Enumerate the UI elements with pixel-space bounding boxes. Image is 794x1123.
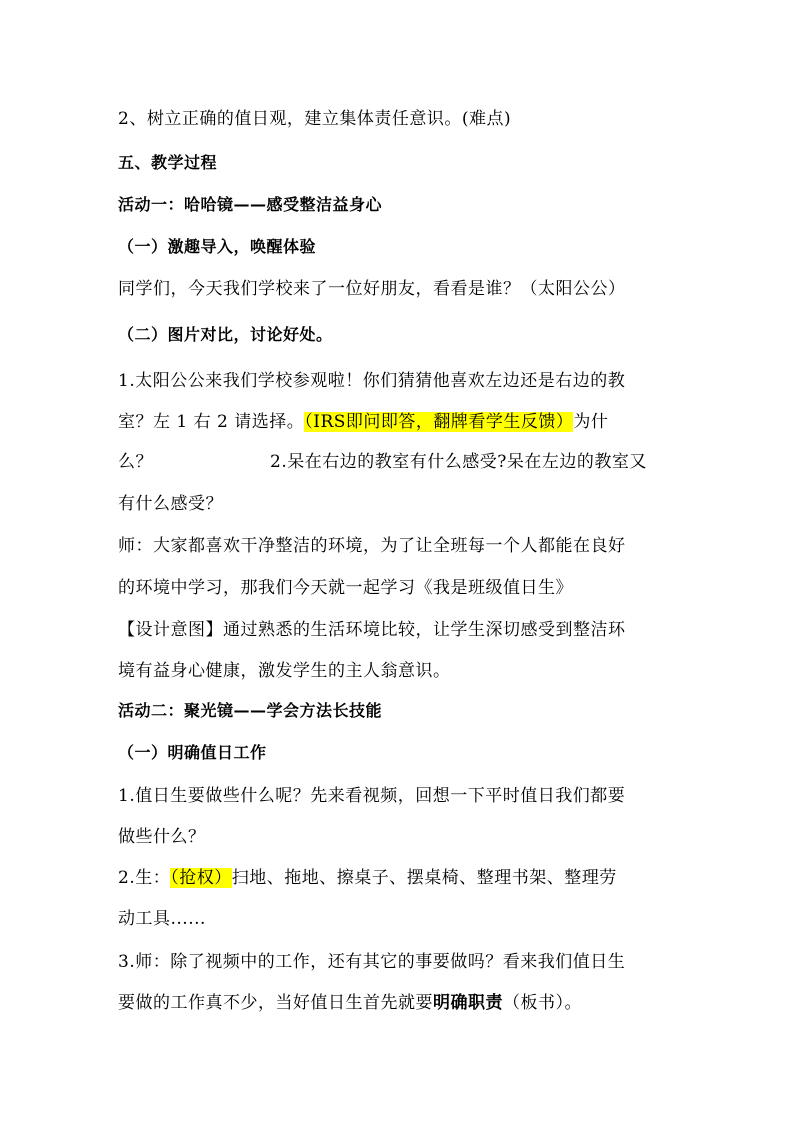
text-line: 么？ xyxy=(118,452,153,472)
activity-heading: 活动二：聚光镜——学会方法长技能 xyxy=(118,701,383,720)
text-span: 2.生： xyxy=(118,868,171,888)
text-span: 扫地、拖地、擦桌子、摆桌椅、整理书架、整理劳 xyxy=(231,868,617,888)
text-span: 要做的工作真不少，当好值日生首先就要 xyxy=(118,993,433,1013)
highlighted-note: （IRS即问即答，翻牌看学生反馈） xyxy=(304,412,574,432)
text-line: 有什么感受？ xyxy=(118,494,223,514)
text-line: 2、树立正确的值日观，建立集体责任意识。(难点) xyxy=(118,109,512,129)
text-line: 2.呆在右边的教室有什么感受?呆在左边的教室又 xyxy=(270,452,647,472)
text-line xyxy=(118,863,617,888)
bold-term: 明确职责 xyxy=(433,993,503,1013)
section-heading: 五、教学过程 xyxy=(118,153,218,172)
design-intent-line: 【设计意图】通过熟悉的生活环境比较，让学生深切感受到整洁环 xyxy=(118,620,626,640)
subsection-heading: （一）激趣导入，唤醒体验 xyxy=(118,237,317,256)
text-line: 做些什么？ xyxy=(118,827,206,847)
text-line: 境有益身心健康，激发学生的主人翁意识。 xyxy=(118,661,451,681)
subsection-heading: （二）图片对比，讨论好处。 xyxy=(118,325,333,344)
text-span: （板书）。 xyxy=(503,993,582,1013)
text-line: 同学们，今天我们学校来了一位好朋友，看看是谁？（太阳公公） xyxy=(118,279,626,299)
text-line xyxy=(118,407,608,432)
subsection-heading: （一）明确值日工作 xyxy=(118,743,267,762)
text-line: 1.值日生要做些什么呢？先来看视频，回想一下平时值日我们都要 xyxy=(118,786,626,806)
text-line: 师：大家都喜欢干净整洁的环境，为了让全班每一个人都能在良好 xyxy=(118,536,626,556)
text-span: 室？左 1 右 2 请选择。 xyxy=(118,412,305,432)
text-line: 1.太阳公公来我们学校参观啦！你们猜猜他喜欢左边还是右边的教 xyxy=(118,371,626,391)
text-line: 3.师：除了视频中的工作，还有其它的事要做吗？看来我们值日生 xyxy=(118,952,626,972)
text-line: 的环境中学习，那我们今天就一起学习《我是班级值日生》 xyxy=(118,578,573,598)
text-line: 动工具...... xyxy=(118,909,206,929)
text-span: 为什 xyxy=(573,412,609,432)
activity-heading: 活动一：哈哈镜——感受整洁益身心 xyxy=(118,195,383,214)
highlighted-note: （抢权） xyxy=(170,868,232,888)
text-line xyxy=(118,988,582,1013)
